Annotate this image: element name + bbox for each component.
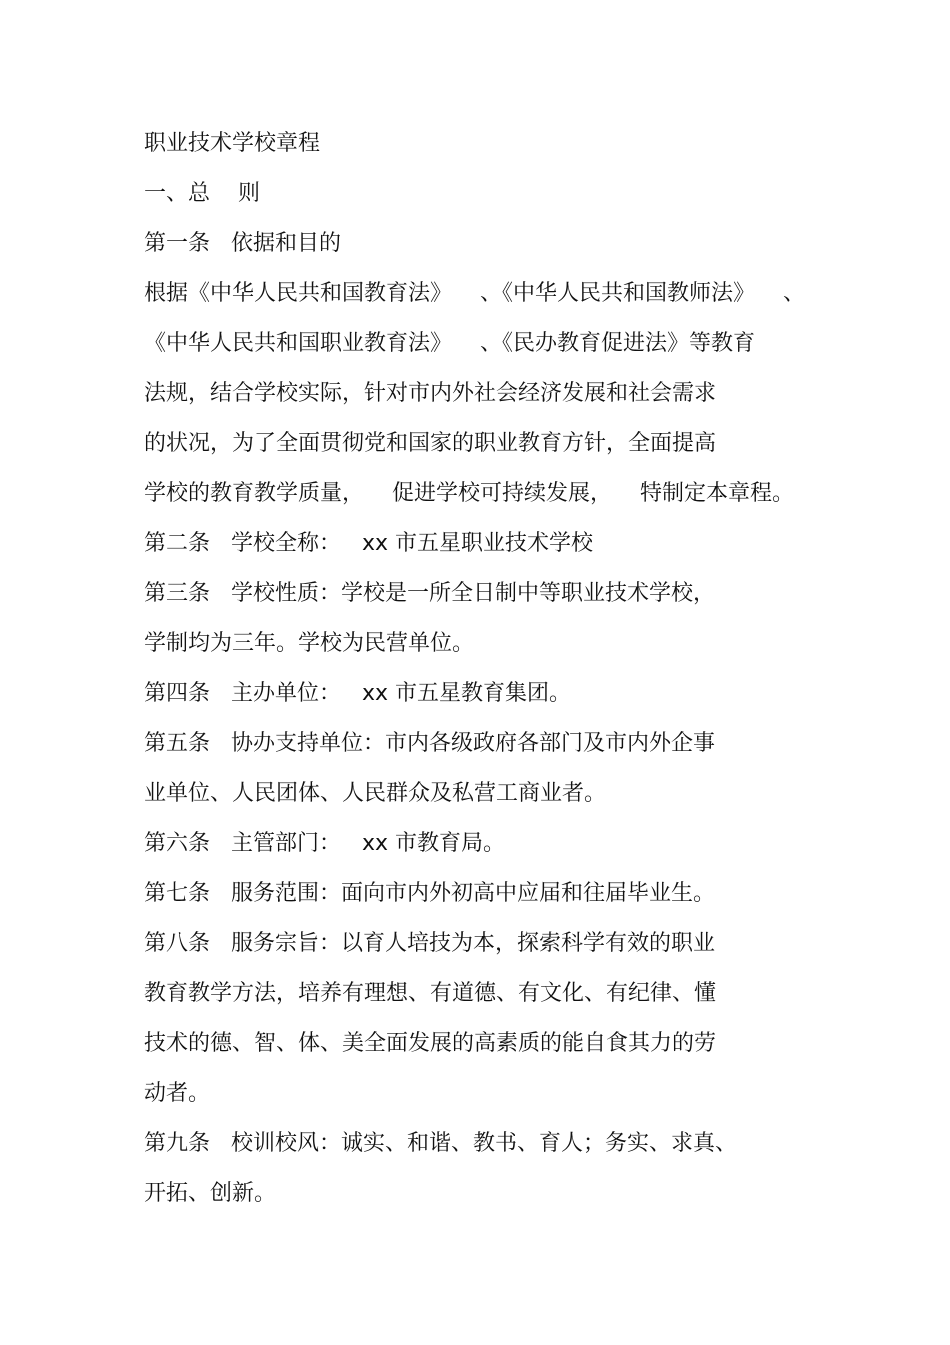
article-1-text-line-5: 学校的教育教学质量， 促进学校可持续发展， 特制定本章程。 (144, 481, 794, 506)
article-5-text-line-2: 业单位、人民团体、人民群众及私营工商业者。 (144, 781, 607, 806)
section-heading: 一、总 则 (144, 181, 260, 206)
article-1-text-line-2: 《中华人民共和国职业教育法》 、《民办教育促进法》等教育 (144, 331, 755, 356)
article-1-text-line-3: 法规，结合学校实际，针对市内外社会经济发展和社会需求 (144, 381, 717, 406)
article-8-text-line-1: 第八条 服务宗旨：以育人培技为本，探索科学有效的职业 (144, 931, 715, 956)
article-5-text-line-1: 第五条 协办支持单位：市内各级政府各部门及市内外企事 (144, 731, 715, 756)
document-title: 职业技术学校章程 (144, 131, 321, 156)
article-3-text-line-1: 第三条 学校性质：学校是一所全日制中等职业技术学校， (144, 581, 715, 606)
article-7-text: 第七条 服务范围：面向市内外初高中应届和往届毕业生。 (144, 881, 715, 906)
article-1-text-line-4: 的状况，为了全面贯彻党和国家的职业教育方针，全面提高 (144, 431, 717, 456)
article-3-text-line-2: 学制均为三年。学校为民营单位。 (144, 631, 475, 656)
article-9-text-line-1: 第九条 校训校风：诚实、和谐、教书、育人；务实、求真、 (144, 1131, 737, 1156)
article-1-text-line-1: 根据《中华人民共和国教育法》 、《中华人民共和国教师法》 、 (144, 281, 805, 306)
article-4-text: 第四条 主办单位： xx 市五星教育集团。 (144, 681, 571, 706)
article-8-text-line-2: 教育教学方法，培养有理想、有道德、有文化、有纪律、懂 (144, 981, 717, 1006)
article-9-text-line-2: 开拓、创新。 (144, 1181, 277, 1206)
article-1-heading: 第一条 依据和目的 (144, 231, 341, 256)
article-2-text: 第二条 学校全称： xx 市五星职业技术学校 (144, 531, 593, 556)
article-8-text-line-4: 动者。 (144, 1081, 211, 1106)
article-6-text: 第六条 主管部门： xx 市教育局。 (144, 831, 505, 856)
article-8-text-line-3: 技术的德、智、体、美全面发展的高素质的能自食其力的劳 (144, 1031, 717, 1056)
